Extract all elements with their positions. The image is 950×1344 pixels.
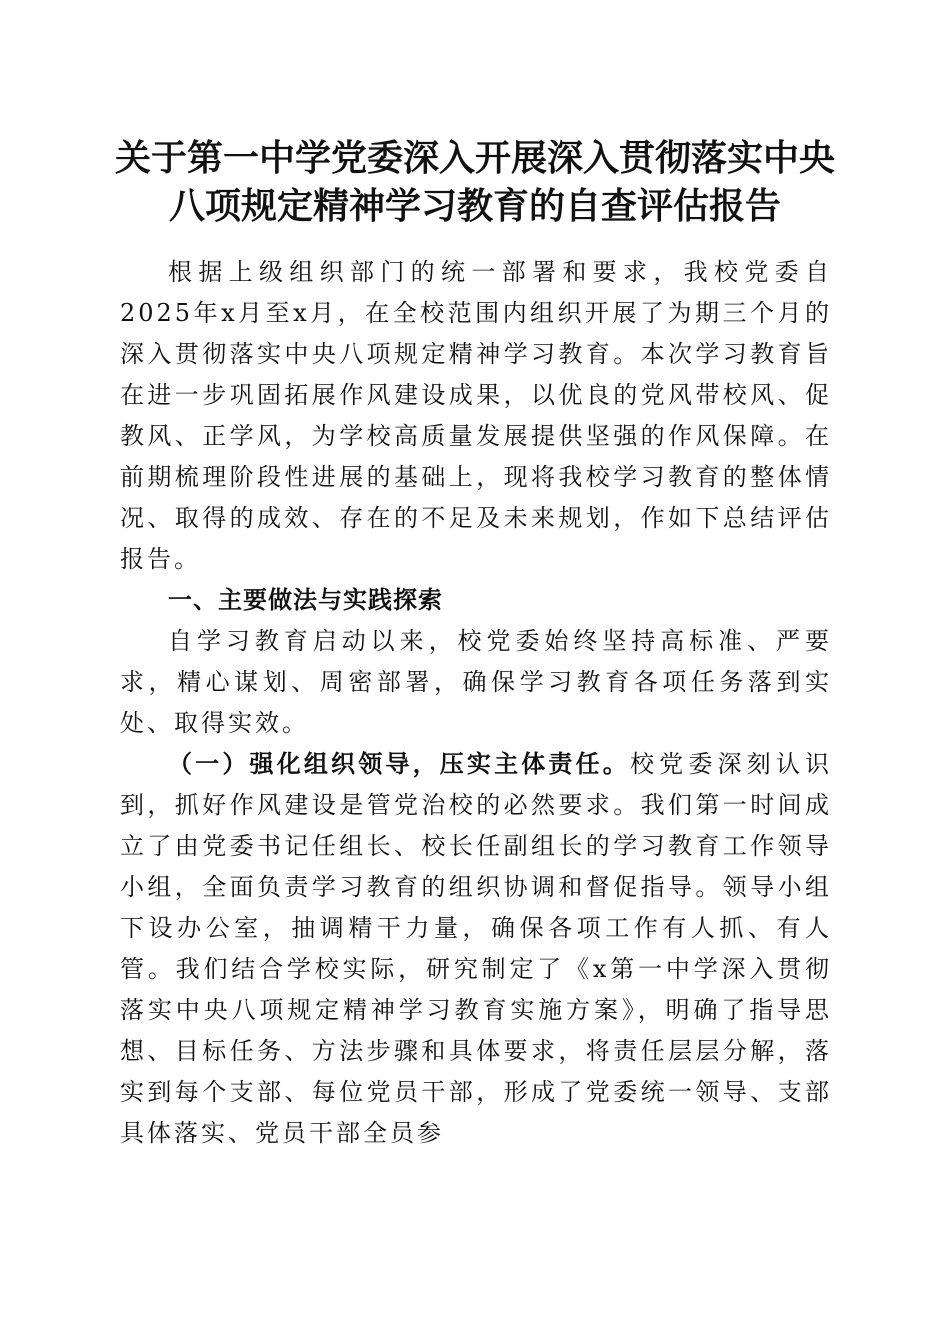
section-1-intro-paragraph: 自学习教育启动以来，校党委始终坚持高标准、严要求，精心谋划、周密部署，确保学习教育各项任务落到实处、取得实效。 bbox=[120, 627, 832, 737]
intro-paragraph: 根据上级组织部门的统一部署和要求，我校党委自2025年x月至x月，在全校范围内组织开展了为期三个月的深入贯彻落实中央八项规定精神学习教育。本次学习教育旨在进一步巩固拓展作风建设成果，以优良的党风带校风、促教风、正学风，为学校高质量发展提供坚强的作风保障。在前期梳理阶段性进展的基础上，现将我校学习教育的整体情况、取得的成效、存在的不足及未来规划，作如下总结评估报告。 bbox=[120, 258, 832, 573]
subsection-1-paragraph bbox=[120, 744, 832, 1154]
section-1-heading: 一、主要做法与实践探索 bbox=[168, 586, 443, 614]
subsection-1-lead: （一）强化组织领导，压实主体责任。 bbox=[168, 750, 630, 778]
document-body bbox=[120, 252, 832, 1154]
title-line-1: 关于第一中学党委深入开展深入贯彻落实中央 bbox=[114, 137, 835, 179]
document-title bbox=[100, 134, 850, 230]
subsection-1-body: 校党委深刻认识到，抓好作风建设是管党治校的必然要求。我们第一时间成立了由党委书记任组长、校长任副组长的学习教育工作领导小组，全面负责学习教育的组织协调和督促指导。领导小组下设办公室，抽调精干力量，确保各项工作有人抓、有人管。我们结合学校实际，研究制定了《x第一中学深入贯彻落实中央八项规定精神学习教育实施方案》，明确了指导思想、目标任务、方法步骤和具体要求，将责任层层分解，落实到每个支部、每位党员干部，形成了党委统一领导、支部具体落实、党员干部全员参 bbox=[120, 750, 833, 1147]
title-line-2: 八项规定精神学习教育的自查评估报告 bbox=[168, 185, 781, 227]
